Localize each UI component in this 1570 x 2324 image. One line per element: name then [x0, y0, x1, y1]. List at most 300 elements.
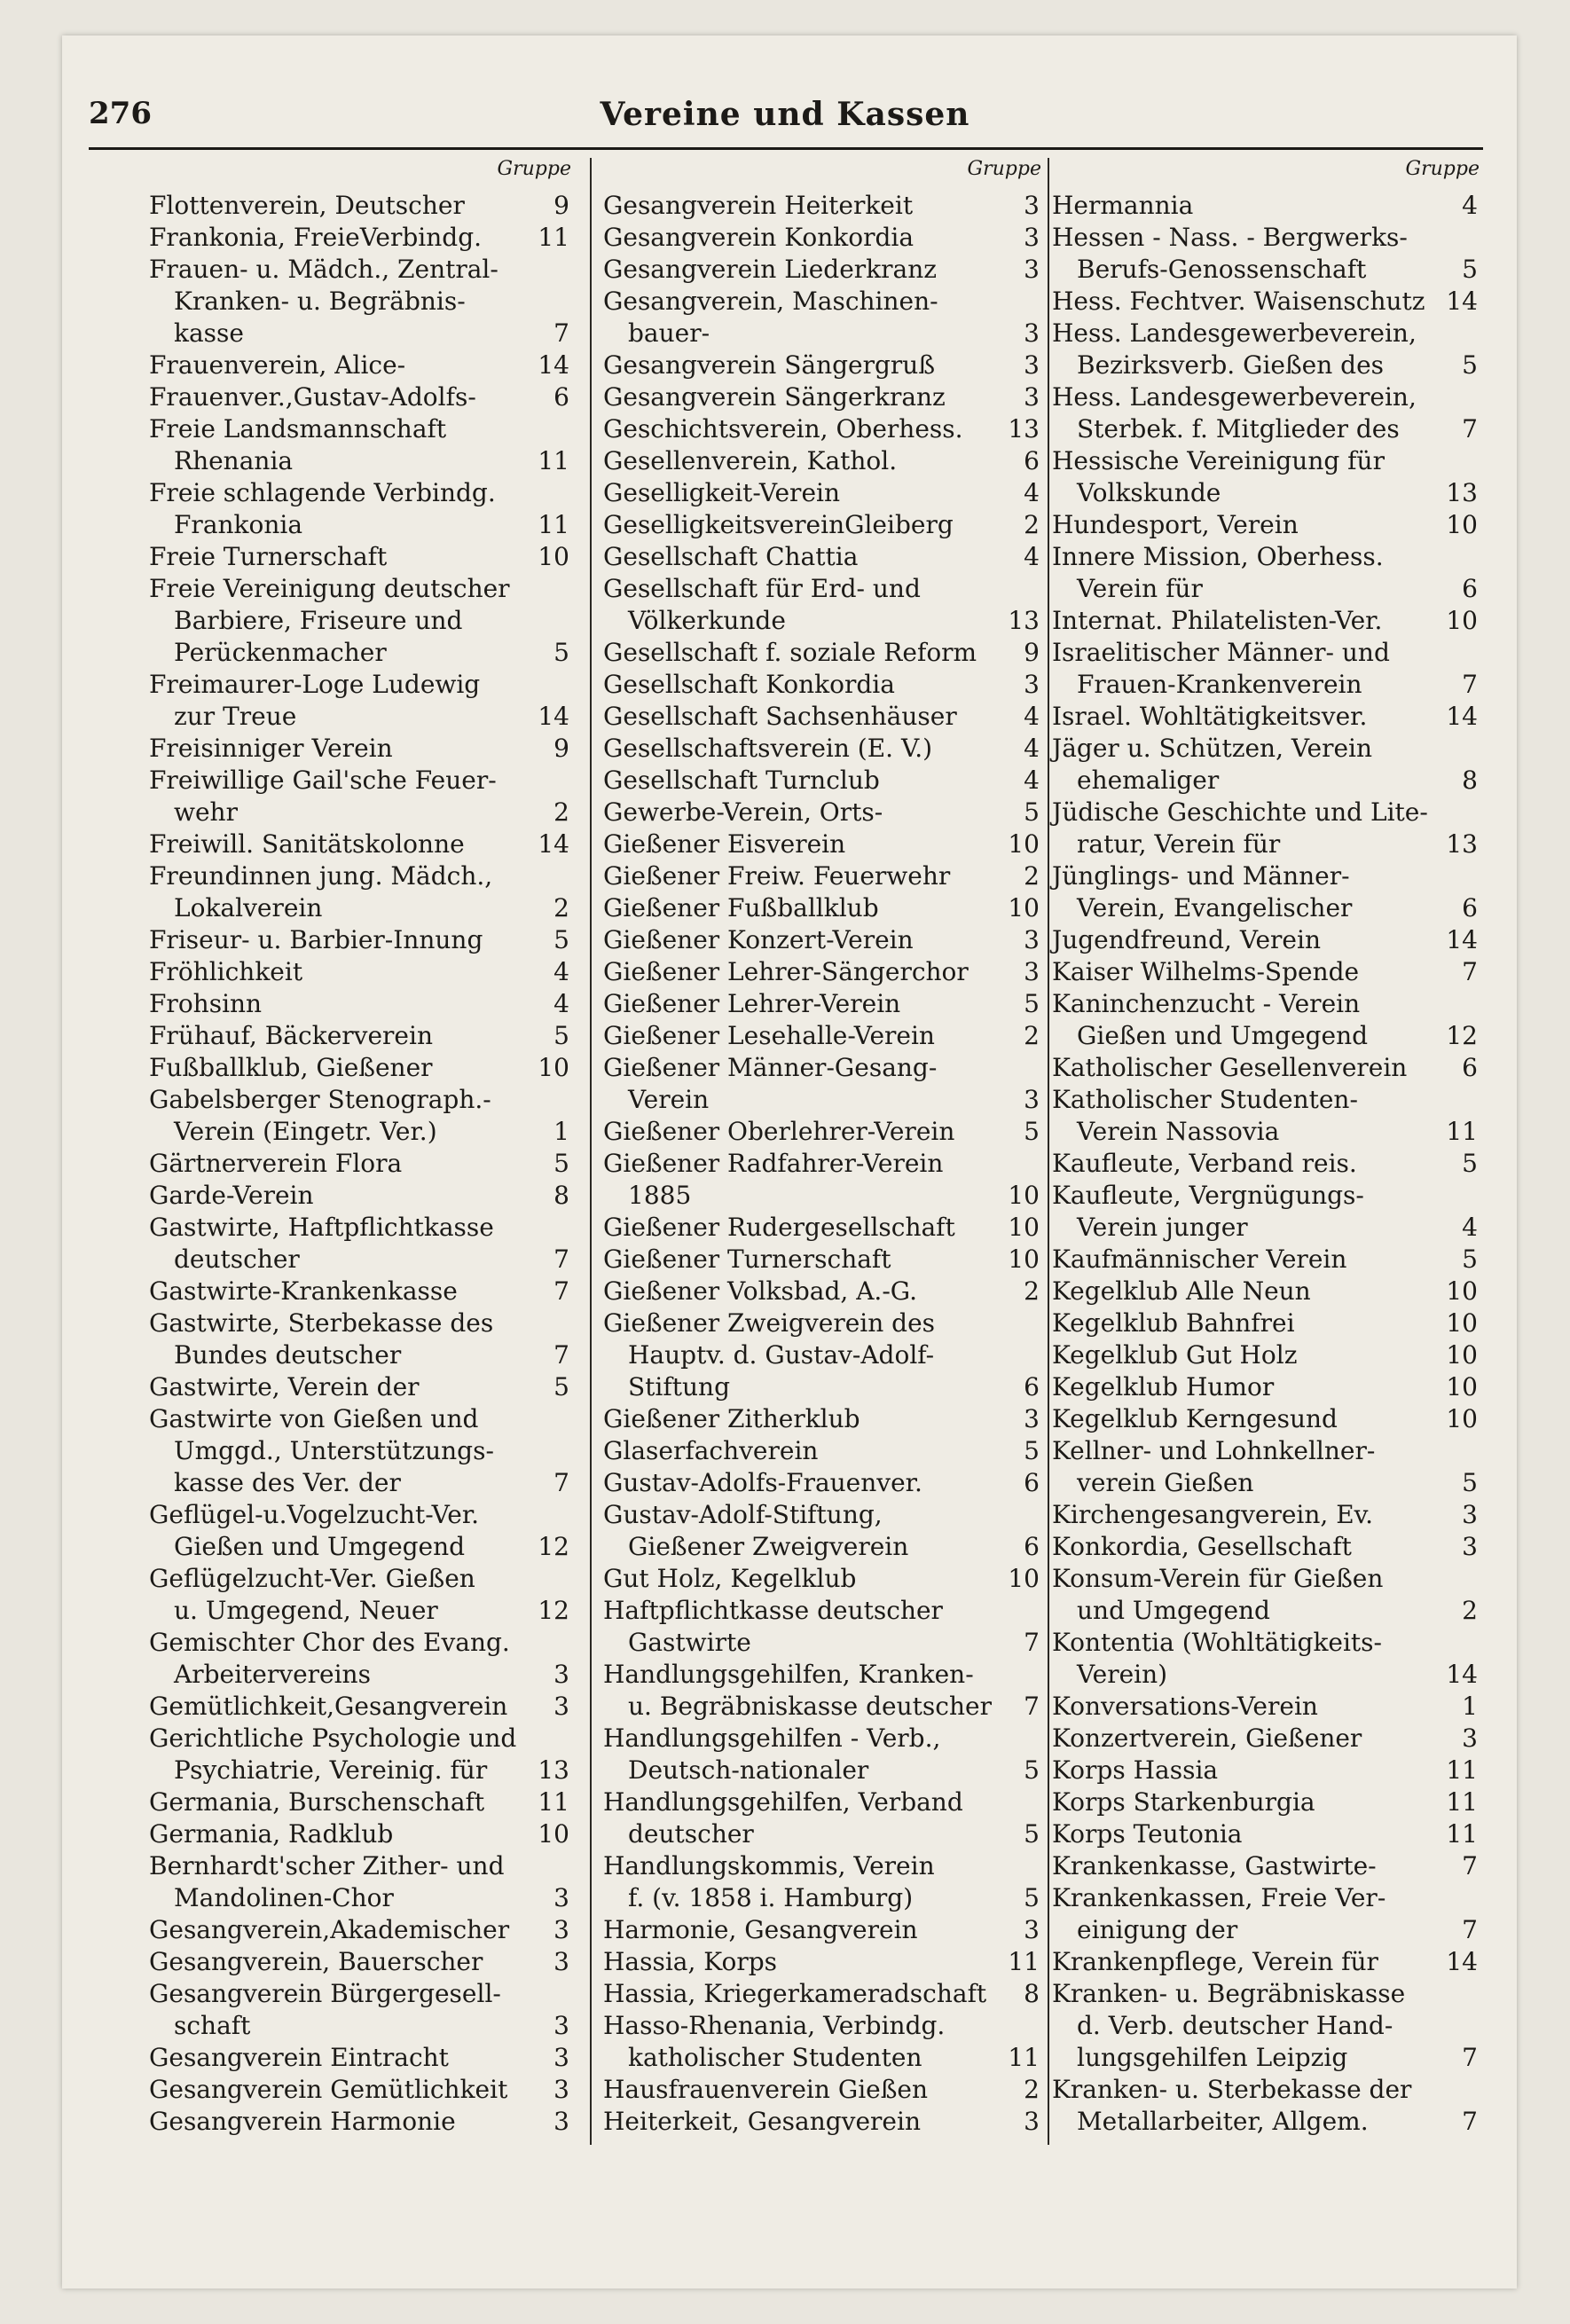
index-entry-line [1052, 1595, 1483, 1627]
entry-text: Gesellschaftsverein (E. V.) [603, 734, 933, 763]
entry-text: Mandolinen-Chor [174, 1883, 394, 1912]
entry-group-number: 3 [553, 1660, 569, 1689]
entry-group-number: 1 [1462, 1692, 1478, 1721]
entry-text: Hassia, Kriegerkameradschaft [603, 1979, 987, 2008]
index-entry-line [1052, 924, 1483, 956]
entry-group-number: 14 [1446, 1660, 1478, 1689]
entry-text: Kegelklub Alle Neun [1052, 1276, 1311, 1306]
entry-text: Hauptv. d. Gustav-Adolf- [628, 1340, 935, 1370]
entry-text: Freisinniger Verein [149, 734, 393, 763]
entry-text: wehr [174, 797, 238, 827]
entry-group-number: 5 [1462, 1468, 1478, 1497]
index-entry-line [603, 1691, 1045, 1723]
entry-group-number: 10 [1446, 1276, 1478, 1306]
entry-group-number: 6 [1462, 893, 1478, 923]
entry-text: Bezirksverb. Gießen des [1077, 350, 1385, 380]
index-entry-line [1052, 733, 1483, 765]
index-entry-line [1052, 1818, 1483, 1850]
entry-text: Hundesport, Verein [1052, 510, 1299, 539]
entry-group-number: 11 [1446, 1755, 1478, 1785]
index-entry-line [149, 860, 575, 892]
entry-group-number: 6 [553, 382, 569, 412]
entry-group-number: 5 [1462, 1149, 1478, 1178]
entry-text: Bundes deutscher [174, 1340, 402, 1370]
entry-group-number: 14 [538, 702, 569, 731]
index-entry-line [603, 2010, 1045, 2042]
column-header-gruppe: Gruppe [497, 158, 571, 180]
entry-group-number: 7 [1462, 1851, 1478, 1880]
index-entry-line [603, 1148, 1045, 1180]
entry-text: Verein) [1077, 1660, 1168, 1689]
column-divider [1048, 158, 1049, 2145]
entry-group-number: 10 [538, 1053, 569, 1082]
entry-group-number: 10 [1008, 1244, 1040, 1274]
entry-group-number: 3 [553, 2043, 569, 2072]
index-entry-line [149, 1786, 575, 1818]
entry-group-number: 3 [553, 1915, 569, 1944]
entry-text: Handlungsgehilfen - Verb., [603, 1723, 941, 1753]
index-entry-line [603, 2074, 1045, 2106]
entry-group-number: 3 [553, 1947, 569, 1976]
index-entry-line [1052, 1531, 1483, 1563]
entry-text: Gießener Lesehalle-Verein [603, 1021, 935, 1050]
index-entry-line [603, 1371, 1045, 1403]
entry-text: Hausfrauenverein Gießen [603, 2075, 929, 2104]
index-entry-line [149, 1723, 575, 1755]
entry-text: Gießener Volksbad, A.-G. [603, 1276, 918, 1306]
entry-text: Geflügelzucht-Ver. Gießen [149, 1564, 475, 1593]
entry-text: Gießener Radfahrer-Verein [603, 1149, 944, 1178]
entry-group-number: 4 [1462, 191, 1478, 220]
index-entry-line [1052, 254, 1483, 286]
index-entry-line [149, 1563, 575, 1595]
entry-text: Internat. Philatelisten-Ver. [1052, 606, 1383, 635]
entry-text: Gewerbe-Verein, Orts- [603, 797, 883, 827]
entry-group-number: 4 [1024, 542, 1040, 571]
entry-text: Gesangverein,Akademischer [149, 1915, 510, 1944]
entry-group-number: 5 [553, 638, 569, 667]
index-entry-line [1052, 1212, 1483, 1244]
index-entry-line [1052, 892, 1483, 924]
entry-text: Germania, Burschenschaft [149, 1787, 485, 1817]
entry-text: Konzertverein, Gießener [1052, 1723, 1362, 1753]
index-entry-line [1052, 1563, 1483, 1595]
index-entry-line [603, 1850, 1045, 1882]
index-entry-line [603, 1116, 1045, 1148]
entry-text: Kaufmännischer Verein [1052, 1244, 1347, 1274]
entry-group-number: 11 [1008, 2043, 1040, 2072]
entry-text: Gießener Lehrer-Sängerchor [603, 957, 969, 986]
index-entry-line [149, 1659, 575, 1691]
entry-text: Hess. Landesgewerbeverein, [1052, 382, 1417, 412]
entry-group-number: 13 [538, 1755, 569, 1785]
entry-group-number: 11 [538, 1787, 569, 1817]
entry-text: Gießener Fußballklub [603, 893, 879, 923]
entry-group-number: 6 [1462, 574, 1478, 603]
entry-group-number: 14 [1446, 925, 1478, 954]
entry-text: Israel. Wohltätigkeitsver. [1052, 702, 1368, 731]
entry-text: Haftpflichtkasse deutscher [603, 1596, 943, 1625]
index-entry-line [149, 1339, 575, 1371]
index-entry-line [149, 1850, 575, 1882]
entry-text: Konsum-Verein für Gießen [1052, 1564, 1384, 1593]
entry-group-number: 6 [1024, 446, 1040, 475]
entry-text: Barbiere, Friseure und [174, 606, 463, 635]
index-entry-line [1052, 860, 1483, 892]
entry-text: Geselligkeit-Verein [603, 478, 840, 507]
index-entry-line [149, 1946, 575, 1978]
index-entry-line [603, 1786, 1045, 1818]
entry-text: Berufs-Genossenschaft [1077, 255, 1367, 284]
index-entry-line [603, 1755, 1045, 1786]
index-entry-line [1052, 2106, 1483, 2138]
entry-text: Frankonia [174, 510, 303, 539]
index-entry-line [149, 1499, 575, 1531]
index-entry-line [1052, 1467, 1483, 1499]
entry-group-number: 10 [538, 1819, 569, 1849]
entry-text: Freundinnen jung. Mädch., [149, 861, 493, 891]
index-entry-line [1052, 1307, 1483, 1339]
index-entry-line [603, 286, 1045, 318]
entry-text: Handlungsgehilfen, Verband [603, 1787, 963, 1817]
entry-text: Gesangverein Sängergruß [603, 350, 936, 380]
index-entry-line [603, 349, 1045, 381]
index-entry-line [1052, 1339, 1483, 1371]
index-entry-line [149, 190, 575, 222]
entry-text: Volkskunde [1077, 478, 1221, 507]
index-entry-line [603, 1659, 1045, 1691]
index-entry-line [1052, 1946, 1483, 1978]
index-entry-line [149, 1467, 575, 1499]
entry-text: Gesangverein, Bauerscher [149, 1947, 483, 1976]
entry-text: Kontentia (Wohltätigkeits- [1052, 1628, 1383, 1657]
index-entry-line [1052, 1020, 1483, 1052]
entry-text: Kranken- u. Begräbniskasse [1052, 1979, 1406, 2008]
entry-group-number: 11 [538, 510, 569, 539]
index-entry-line [149, 669, 575, 701]
index-entry-line [1052, 1723, 1483, 1755]
index-entry-line [149, 318, 575, 349]
entry-group-number: 13 [1008, 414, 1040, 444]
entry-text: Freiwillige Gail'sche Feuer- [149, 766, 497, 795]
entry-group-number: 10 [538, 542, 569, 571]
index-entry-line [1052, 1148, 1483, 1180]
entry-group-number: 2 [1024, 510, 1040, 539]
entry-group-number: 5 [553, 1149, 569, 1178]
entry-text: Gießener Turnerschaft [603, 1244, 891, 1274]
index-entry-line [149, 1116, 575, 1148]
index-entry-line [603, 254, 1045, 286]
entry-text: ratur, Verein für [1077, 829, 1281, 859]
entry-group-number: 9 [1024, 638, 1040, 667]
entry-group-number: 3 [553, 2107, 569, 2136]
entry-text: Kegelklub Gut Holz [1052, 1340, 1298, 1370]
index-entry-line [603, 733, 1045, 765]
entry-group-number: 11 [1008, 1947, 1040, 1976]
entry-group-number: 2 [1024, 1276, 1040, 1306]
entry-text: Friseur- u. Barbier-Innung [149, 925, 483, 954]
entry-text: Gießener Eisverein [603, 829, 846, 859]
index-entry-line [149, 541, 575, 573]
index-entry-line [603, 1307, 1045, 1339]
entry-group-number: 5 [553, 1021, 569, 1050]
entry-text: Hess. Landesgewerbeverein, [1052, 318, 1417, 348]
index-entry-line [603, 2042, 1045, 2074]
entry-text: Gesellschaft für Erd- und [603, 574, 921, 603]
index-entry-line [149, 1244, 575, 1276]
entry-group-number: 3 [1024, 2107, 1040, 2136]
entry-text: ehemaliger [1077, 766, 1220, 795]
entry-group-number: 8 [1024, 1979, 1040, 2008]
index-entry-line [149, 1435, 575, 1467]
entry-text: schaft [174, 2011, 251, 2040]
entry-text: und Umgegend [1077, 1596, 1270, 1625]
entry-group-number: 12 [538, 1596, 569, 1625]
header-rule [89, 147, 1483, 150]
index-entry-line [603, 892, 1045, 924]
entry-group-number: 3 [553, 2011, 569, 2040]
index-entry-line [1052, 1084, 1483, 1116]
entry-group-number: 5 [1024, 989, 1040, 1018]
index-entry-line [603, 637, 1045, 669]
index-entry-line [603, 828, 1045, 860]
index-entry-line [603, 190, 1045, 222]
index-entry-line [603, 1276, 1045, 1307]
entry-group-number: 6 [1462, 1053, 1478, 1082]
entry-group-number: 10 [1008, 893, 1040, 923]
entry-group-number: 12 [538, 1532, 569, 1561]
entry-group-number: 4 [1024, 734, 1040, 763]
entry-text: Gießen und Umgegend [174, 1532, 466, 1561]
index-entry-line [603, 222, 1045, 254]
index-entry-line [603, 1595, 1045, 1627]
entry-group-number: 11 [1446, 1819, 1478, 1849]
index-entry-line [1052, 765, 1483, 797]
entry-text: Gastwirte [628, 1628, 751, 1657]
index-entry-line [1052, 445, 1483, 477]
index-entry-line [1052, 1659, 1483, 1691]
entry-text: Freie schlagende Verbindg. [149, 478, 496, 507]
index-entry-line [149, 988, 575, 1020]
entry-text: GeselligkeitsvereinGleiberg [603, 510, 954, 539]
index-entry-line [1052, 1371, 1483, 1403]
index-entry-line [603, 381, 1045, 413]
entry-text: Frauenverein, Alice- [149, 350, 406, 380]
index-entry-line [1052, 1786, 1483, 1818]
entry-text: Gesangverein Gemütlichkeit [149, 2075, 508, 2104]
entry-text: Kranken- u. Begräbnis- [174, 287, 466, 316]
entry-text: Gießener Lehrer-Verein [603, 989, 901, 1018]
entry-text: verein Gießen [1077, 1468, 1254, 1497]
entry-group-number: 7 [553, 318, 569, 348]
entry-group-number: 11 [538, 446, 569, 475]
entry-text: Innere Mission, Oberhess. [1052, 542, 1384, 571]
entry-group-number: 10 [1446, 1340, 1478, 1370]
entry-text: Gesangverein Harmonie [149, 2107, 456, 2136]
entry-text: Kellner- und Lohnkellner- [1052, 1436, 1376, 1465]
entry-group-number: 3 [1024, 957, 1040, 986]
entry-group-number: 10 [1446, 606, 1478, 635]
entry-text: Gesangverein, Maschinen- [603, 287, 938, 316]
index-entry-line [149, 254, 575, 286]
entry-text: Jüdische Geschichte und Lite- [1052, 797, 1428, 827]
index-entry-line [603, 477, 1045, 509]
index-entry-line [149, 1084, 575, 1116]
entry-group-number: 14 [1446, 1947, 1478, 1976]
entry-group-number: 14 [1446, 702, 1478, 731]
entry-text: Gastwirte, Verein der [149, 1372, 420, 1401]
entry-group-number: 11 [1446, 1117, 1478, 1146]
entry-group-number: 6 [1024, 1372, 1040, 1401]
index-entry-line [149, 956, 575, 988]
index-entry-line [603, 1723, 1045, 1755]
index-entry-line [149, 2042, 575, 2074]
entry-text: Handlungsgehilfen, Kranken- [603, 1660, 974, 1689]
entry-text: Jünglings- und Männer- [1052, 861, 1350, 891]
index-entry-line [149, 509, 575, 541]
index-entry-line [1052, 605, 1483, 637]
entry-group-number: 3 [1024, 1915, 1040, 1944]
entry-group-number: 2 [553, 797, 569, 827]
entry-text: d. Verb. deutscher Hand- [1077, 2011, 1393, 2040]
index-entry-line [1052, 509, 1483, 541]
index-entry-line [603, 1212, 1045, 1244]
entry-group-number: 10 [1008, 1564, 1040, 1593]
entry-text: Gesellschaft Sachsenhäuser [603, 702, 957, 731]
index-entry-line [1052, 541, 1483, 573]
index-entry-line [149, 828, 575, 860]
entry-text: Gesangverein Konkordia [603, 223, 915, 252]
entry-text: Arbeitervereins [174, 1660, 371, 1689]
entry-group-number: 13 [1008, 606, 1040, 635]
entry-text: Gießener Konzert-Verein [603, 925, 914, 954]
index-entry-line [149, 733, 575, 765]
index-entry-line [1052, 1755, 1483, 1786]
entry-text: Kaufleute, Verband reis. [1052, 1149, 1357, 1178]
index-entry-line [1052, 1403, 1483, 1435]
entry-text: Katholischer Studenten- [1052, 1085, 1358, 1114]
entry-text: Gesellschaft f. soziale Reform [603, 638, 977, 667]
index-entry-line [603, 573, 1045, 605]
entry-group-number: 7 [1462, 670, 1478, 699]
entry-group-number: 5 [553, 925, 569, 954]
entry-group-number: 3 [1024, 223, 1040, 252]
column-header-gruppe: Gruppe [1405, 158, 1480, 180]
entry-group-number: 10 [1008, 1181, 1040, 1210]
index-entry-line [1052, 1116, 1483, 1148]
entry-text: Gastwirte-Krankenkasse [149, 1276, 458, 1306]
index-entry-line [149, 1020, 575, 1052]
entry-group-number: 6 [1024, 1532, 1040, 1561]
entry-group-number: 3 [1024, 1085, 1040, 1114]
index-entry-line [1052, 1180, 1483, 1212]
entry-group-number: 13 [1446, 478, 1478, 507]
entry-text: Konkordia, Gesellschaft [1052, 1532, 1352, 1561]
entry-text: Freie Turnerschaft [149, 542, 388, 571]
entry-text: Kaninchenzucht - Verein [1052, 989, 1361, 1018]
index-entry-line [149, 1691, 575, 1723]
entry-text: Fußballklub, Gießener [149, 1053, 433, 1082]
entry-text: Jugendfreund, Verein [1052, 925, 1321, 954]
entry-group-number: 9 [553, 734, 569, 763]
index-entry-line [149, 701, 575, 733]
index-entry-line [603, 860, 1045, 892]
page-header [89, 96, 1481, 140]
entry-text: Heiterkeit, Gesangverein [603, 2107, 921, 2136]
index-entry-line [1052, 1691, 1483, 1723]
index-entry-line [1052, 828, 1483, 860]
entry-text: Hermannia [1052, 191, 1194, 220]
entry-text: Hassia, Korps [603, 1947, 777, 1976]
index-entry-line [603, 1467, 1045, 1499]
index-entry-line [149, 1978, 575, 2010]
index-entry-line [603, 1882, 1045, 1914]
entry-text: Kegelklub Bahnfrei [1052, 1308, 1295, 1338]
entry-text: Israelitischer Männer- und [1052, 638, 1390, 667]
running-head: Vereine und Kassen [600, 96, 970, 133]
index-entry-line [1052, 286, 1483, 318]
entry-text: Sterbek. f. Mitglieder des [1077, 414, 1400, 444]
entry-group-number: 3 [1462, 1500, 1478, 1529]
entry-group-number: 5 [1024, 1117, 1040, 1146]
entry-text: Harmonie, Gesangverein [603, 1915, 918, 1944]
entry-text: 1885 [628, 1181, 692, 1210]
index-entry-line [1052, 1627, 1483, 1659]
entry-group-number: 8 [553, 1181, 569, 1210]
entry-text: Lokalverein [174, 893, 323, 923]
entry-text: Verein, Evangelischer [1077, 893, 1353, 923]
index-entry-line [1052, 190, 1483, 222]
entry-group-number: 10 [1008, 1213, 1040, 1242]
entry-group-number: 7 [1462, 414, 1478, 444]
index-entry-line [149, 1180, 575, 1212]
column-header-gruppe: Gruppe [967, 158, 1041, 180]
entry-text: Rhenania [174, 446, 294, 475]
index-entry-line [149, 349, 575, 381]
index-entry-line [149, 1307, 575, 1339]
entry-text: Fröhlichkeit [149, 957, 303, 986]
index-entry-line [603, 1531, 1045, 1563]
entry-group-number: 2 [1024, 861, 1040, 891]
entry-text: Frohsinn [149, 989, 263, 1018]
index-entry-line [149, 286, 575, 318]
entry-group-number: 4 [553, 989, 569, 1018]
entry-group-number: 1 [553, 1117, 569, 1146]
entry-text: Korps Hassia [1052, 1755, 1219, 1785]
index-entry-line [1052, 2010, 1483, 2042]
index-entry-line [603, 1499, 1045, 1531]
entry-group-number: 7 [553, 1468, 569, 1497]
entry-text: Gastwirte, Haftpflichtkasse [149, 1213, 494, 1242]
entry-text: Gut Holz, Kegelklub [603, 1564, 857, 1593]
index-entry-line [149, 413, 575, 445]
entry-text: Bernhardt'scher Zither- und [149, 1851, 505, 1880]
entry-text: Frühauf, Bäckerverein [149, 1021, 433, 1050]
entry-text: Kaufleute, Vergnügungs- [1052, 1181, 1364, 1210]
index-column-1 [149, 158, 575, 2138]
index-entry-line [603, 445, 1045, 477]
entry-text: Gesangverein Sängerkranz [603, 382, 946, 412]
index-entry-line [149, 1371, 575, 1403]
index-entry-line [149, 605, 575, 637]
entry-text: Freie Landsmannschaft [149, 414, 447, 444]
index-entry-line [149, 797, 575, 828]
index-entry-line [603, 1435, 1045, 1467]
entry-group-number: 7 [553, 1244, 569, 1274]
index-entry-line [149, 1818, 575, 1850]
entry-group-number: 3 [553, 1883, 569, 1912]
entry-group-number: 8 [1462, 766, 1478, 795]
